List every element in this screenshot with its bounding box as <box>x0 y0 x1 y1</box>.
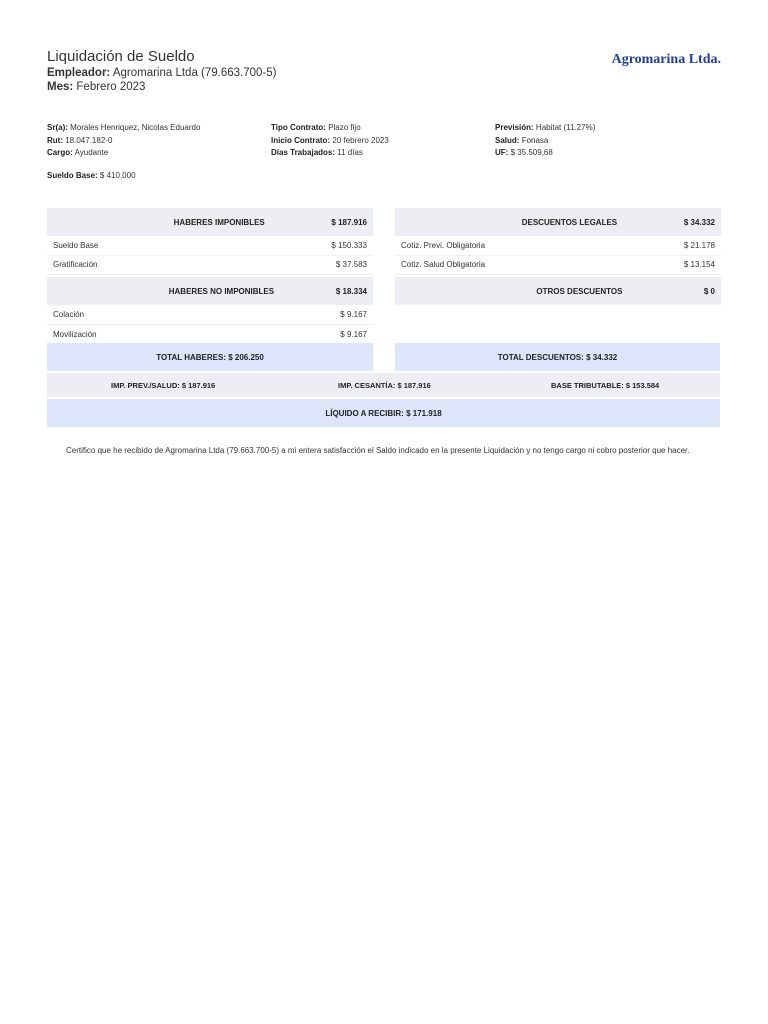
rut-value: 18.047.182-0 <box>65 135 113 145</box>
descuentos-legales-total: $ 34.332 <box>683 217 715 227</box>
otros-descuentos-title: OTROS DESCUENTOS <box>536 286 623 296</box>
haberes-no-imponibles-table <box>47 277 373 344</box>
cargo-label: Cargo: <box>47 148 73 157</box>
row-value: $ 37.583 <box>335 260 367 270</box>
table-row <box>47 236 373 256</box>
haberes-imponibles-header <box>47 208 373 236</box>
haberes-no-imponibles-header <box>47 277 373 305</box>
prevision-value: Habitat (11.27%) <box>535 123 596 132</box>
empleador-label: Empleador: <box>47 67 111 79</box>
rut-line <box>47 135 200 148</box>
empleador-value: Agromarina Ltda (79.663.700-5) <box>112 67 277 79</box>
table-row <box>395 236 721 256</box>
imp-prev-salud: IMP. PREV./SALUD: $ 187.916 <box>111 381 216 390</box>
table-row <box>47 325 373 345</box>
cargo-line <box>47 147 200 160</box>
row-label: Gratificación <box>53 260 98 270</box>
info-column-3 <box>495 122 595 160</box>
tipo-contrato-label: Tipo Contrato: <box>271 123 326 132</box>
row-label: Colación <box>53 309 85 319</box>
inicio-contrato-line <box>271 135 389 148</box>
prevision-line <box>495 122 595 135</box>
document-header <box>47 48 721 94</box>
prevision-label: Previsión: <box>495 123 534 132</box>
dias-trabajados-value: 11 días <box>337 148 363 157</box>
cargo-value: Ayudante <box>74 148 109 157</box>
otros-descuentos-header <box>395 277 721 305</box>
page-title: Liquidación de Sueldo <box>47 48 195 65</box>
haberes-imponibles-table <box>47 208 373 275</box>
row-value: $ 150.333 <box>331 240 367 250</box>
salud-value: Fonasa <box>521 135 549 145</box>
sueldo-base-label: Sueldo Base: <box>47 171 98 180</box>
uf-value: $ 35.509,68 <box>510 148 553 157</box>
table-row <box>395 256 721 276</box>
dias-trabajados-label: Días Trabajados: <box>271 148 336 157</box>
sr-value: Morales Henriquez, Nicolas Eduardo <box>70 123 201 132</box>
mes-label: Mes: <box>47 81 74 93</box>
company-logo: Agromarina Ltda. <box>611 52 721 67</box>
info-column-1 <box>47 122 200 160</box>
sr-label: Sr(a): <box>47 123 68 132</box>
salud-label: Salud: <box>495 135 520 145</box>
otros-descuentos-total: $ 0 <box>703 286 715 296</box>
row-value: $ 13.154 <box>683 260 715 270</box>
info-column-2 <box>271 122 389 160</box>
dias-trabajados-line <box>271 147 389 160</box>
inicio-contrato-value: 20 febrero 2023 <box>332 135 389 145</box>
table-row <box>47 256 373 276</box>
mes-line <box>47 80 721 94</box>
row-label: Movilización <box>53 329 97 339</box>
haberes-imponibles-total: $ 187.916 <box>331 217 367 227</box>
row-label: Cotiz. Previ. Obligatoria <box>401 240 486 250</box>
row-value: $ 21.178 <box>683 240 715 250</box>
empleador-line <box>47 66 721 80</box>
row-label: Sueldo Base <box>53 240 99 250</box>
imponibles-summary-bar <box>47 373 720 397</box>
sueldo-base-line <box>47 171 136 180</box>
uf-label: UF: <box>495 148 509 157</box>
uf-line <box>495 147 595 160</box>
total-haberes: TOTAL HABERES: $ 206.250 <box>47 343 373 371</box>
base-tributable: BASE TRIBUTABLE: $ 153.584 <box>551 381 660 390</box>
row-value: $ 9.167 <box>340 309 367 319</box>
tipo-contrato-value: Plazo fijo <box>328 123 361 132</box>
haberes-imponibles-title: HABERES IMPONIBLES <box>173 217 265 227</box>
imp-cesantia: IMP. CESANTÍA: $ 187.916 <box>338 381 431 390</box>
otros-descuentos-table <box>395 277 721 305</box>
inicio-contrato-label: Inicio Contrato: <box>271 135 331 145</box>
row-label: Cotiz. Salud Obligatoria <box>401 260 486 270</box>
tipo-contrato-line <box>271 122 389 135</box>
liquido-a-recibir: LÍQUIDO A RECIBIR: $ 171.918 <box>47 399 720 427</box>
rut-label: Rut: <box>47 135 63 145</box>
row-value: $ 9.167 <box>340 329 367 339</box>
certification-text: Certifico que he recibido de Agromarina Ltda (79.663.700-5) a mi entera satisfacción el Saldo indicado en la presente Liquidación y no tengo cargo ni cobro posterior que hacer. <box>66 446 690 455</box>
descuentos-legales-title: DESCUENTOS LEGALES <box>521 217 618 227</box>
descuentos-legales-header <box>395 208 721 236</box>
haberes-no-imponibles-total: $ 18.334 <box>335 286 367 296</box>
salud-line <box>495 135 595 148</box>
mes-value: Febrero 2023 <box>76 81 146 93</box>
sueldo-base-value: $ 410.000 <box>99 171 136 180</box>
haberes-no-imponibles-title: HABERES NO IMPONIBLES <box>168 286 275 296</box>
sr-line <box>47 122 200 135</box>
descuentos-legales-table <box>395 208 721 275</box>
total-descuentos: TOTAL DESCUENTOS: $ 34.332 <box>395 343 720 371</box>
table-row <box>47 305 373 325</box>
